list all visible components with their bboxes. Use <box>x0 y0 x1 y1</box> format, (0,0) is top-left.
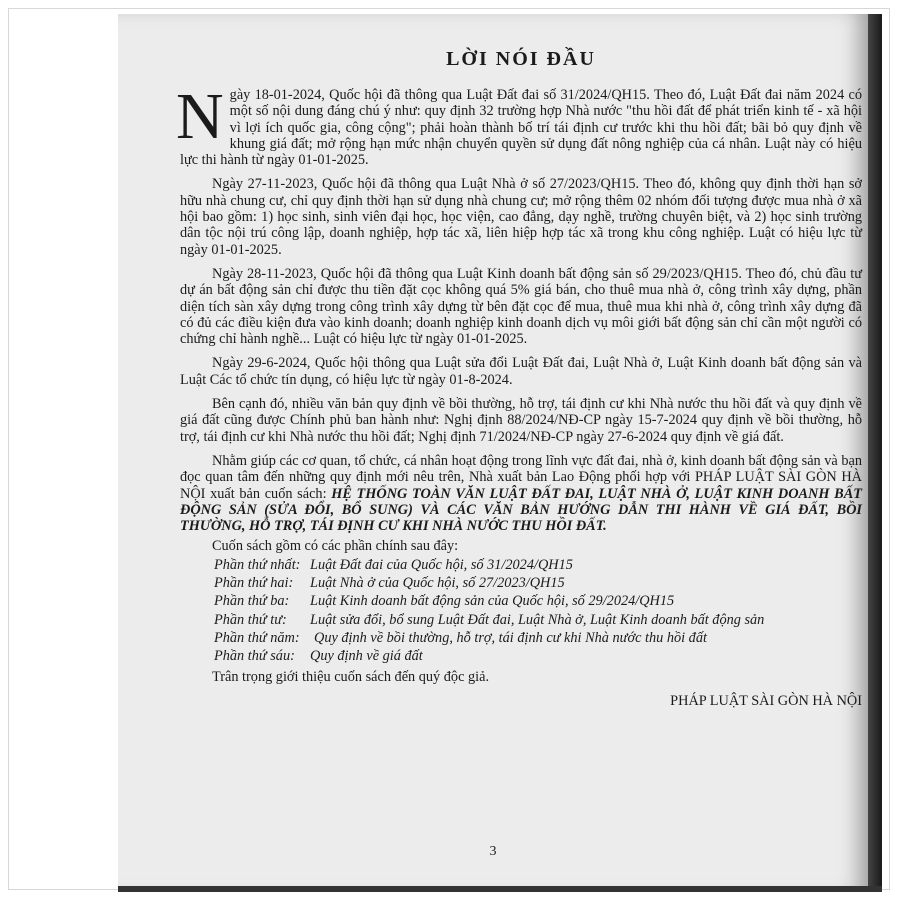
page-title: LỜI NÓI ĐẦU <box>446 48 596 70</box>
part-label: Phần thứ năm: <box>214 629 300 646</box>
parts-list <box>180 557 862 665</box>
paragraph-3: Ngày 28-11-2023, Quốc hội đã thông qua Luật Kinh doanh bất động sản số 29/2023/QH15. Theo đó, chủ đầu tư dự án bất động sản chỉ được thu tiền đặt cọc không quá 5% giá bán, cho thuê mua nhà ở, công trình xây dựng, phần diện tích sàn xây dựng trong công trình xây dựng từ bên đặt cọc để mua, thuê mua khi nhà ở, công trình xây dựng đã có đủ các điều kiện đưa vào kinh doanh; doanh nghiệp kinh doanh dịch vụ môi giới bất động sản chỉ cần một người có chứng chỉ hành nghề... Luật có hiệu lực từ ngày 01-01-2025. <box>180 265 862 348</box>
part-text: Luật Kinh doanh bất động sản của Quốc hội, số 29/2024/QH15 <box>310 593 675 610</box>
part-label: Phần thứ sáu: <box>214 648 295 665</box>
list-item <box>180 612 862 628</box>
book-title: HỆ THỐNG TOÀN VĂN LUẬT ĐẤT ĐAI, LUẬT NHÀ Ở, LUẬT KINH DOANH BẤT ĐỘNG SẢN (SỬA ĐỔI, BỔ SUNG) VÀ CÁC VĂN BẢN HƯỚNG DẪN THI HÀNH VỀ GIÁ ĐẤT, BỒI THƯỜNG, HỖ TRỢ, TÁI ĐỊNH CƯ KHI NHÀ NƯỚC THU HỒI ĐẤT. <box>180 485 862 535</box>
paragraph-6-text: Nhằm giúp các cơ quan, tổ chức, cá nhân hoạt động trong lĩnh vực đất đai, nhà ở, kinh doanh bất động sản và bạn đọc quan tâm đến những quy định mới nêu trên, Nhà xuất bản Lao Động phối hợp với PHÁP LUẬT SÀI GÒN HÀ NỘI xuất bản cuốn sách: <box>180 452 862 502</box>
parts-intro: Cuốn sách gồm có các phần chính sau đây: <box>212 538 459 555</box>
list-item <box>180 557 862 573</box>
page-content <box>176 48 862 709</box>
paragraph-4: Ngày 29-6-2024, Quốc hội thông qua Luật sửa đổi Luật Đất đai, Luật Nhà ở, Luật Kinh doanh bất động sản và Luật Các tổ chức tín dụng, có hiệu lực từ ngày 01-8-2024. <box>180 355 862 388</box>
part-text: Luật Đất đai của Quốc hội, số 31/2024/QH15 <box>310 556 573 573</box>
paragraph-5: Bên cạnh đó, nhiều văn bản quy định về bồi thường, hỗ trợ, tái định cư khi Nhà nước thu hồi đất và quy định về giá đất cũng được Chính phủ ban hành như: Nghị định 88/2024/NĐ-CP ngày 15-7-2024 quy định về bồi thường, hỗ trợ, tái định cư khi Nhà nước thu hồi đất; Nghị định 71/2024/NĐ-CP ngày 27-6-2024 quy định về giá đất. <box>180 396 862 445</box>
list-item <box>180 593 862 609</box>
paragraph-1-text: gày 18-01-2024, Quốc hội đã thông qua Luật Đất đai số 31/2024/QH15. Theo đó, Luật Đất đai năm 2024 có một số nội dung đáng chú ý như: quy định 32 trường hợp Nhà nước "thu hồi đất để phát triển kinh tế - xã hội vì lợi ích quốc gia, công cộng"; phải hoàn thành bố trí tái định cư trước khi thu hồi đất; bãi bỏ quy định về khung giá đất; mở rộng hạn mức nhận chuyển quyền sử dụng đất nông nghiệp của cá nhân. Luật này có hiệu lực thi hành từ ngày 01-01-2025. <box>180 87 862 169</box>
paragraph-2: Ngày 27-11-2023, Quốc hội đã thông qua Luật Nhà ở số 27/2023/QH15. Theo đó, không quy định thời hạn sở hữu nhà chung cư, chỉ quy định thời hạn sử dụng nhà chung cư; mở rộng thêm 02 nhóm đối tượng được mua nhà ở xã hội bao gồm: 1) học sinh, sinh viên đại học, học viện, cao đẳng, dạy nghề, trường chuyên biệt, và 2) học sinh trường dân tộc nội trú công lập, doanh nghiệp, hợp tác xã, liên hiệp hợp tác xã trong khu công nghiệp. Luật có hiệu lực từ ngày 01-01-2025. <box>180 176 862 258</box>
list-item <box>180 648 862 664</box>
page-edge-shadow <box>868 14 882 892</box>
book-page <box>118 14 868 892</box>
part-text: Luật Nhà ở của Quốc hội, số 27/2023/QH15 <box>310 575 565 592</box>
part-text: Quy định về bồi thường, hỗ trợ, tái định cư khi Nhà nước thu hồi đất <box>314 629 707 646</box>
paragraph-6 <box>180 453 862 534</box>
part-label: Phần thứ ba: <box>214 593 290 610</box>
list-item <box>180 630 862 646</box>
part-label: Phần thứ nhất: <box>214 556 301 573</box>
page-bottom-shadow <box>118 886 882 892</box>
paragraph-1 <box>176 80 862 169</box>
page-number: 3 <box>489 844 497 859</box>
part-text: Luật sửa đổi, bổ sung Luật Đất đai, Luật Nhà ở, Luật Kinh doanh bất động sản <box>310 611 765 628</box>
drop-cap: N <box>176 80 224 153</box>
signature: PHÁP LUẬT SÀI GÒN HÀ NỘI <box>670 692 862 709</box>
part-label: Phần thứ tư: <box>214 611 287 628</box>
part-text: Quy định về giá đất <box>310 648 423 665</box>
closing-line: Trân trọng giới thiệu cuốn sách đến quý độc giả. <box>212 668 490 685</box>
part-label: Phần thứ hai: <box>214 575 294 592</box>
list-item <box>180 575 862 591</box>
